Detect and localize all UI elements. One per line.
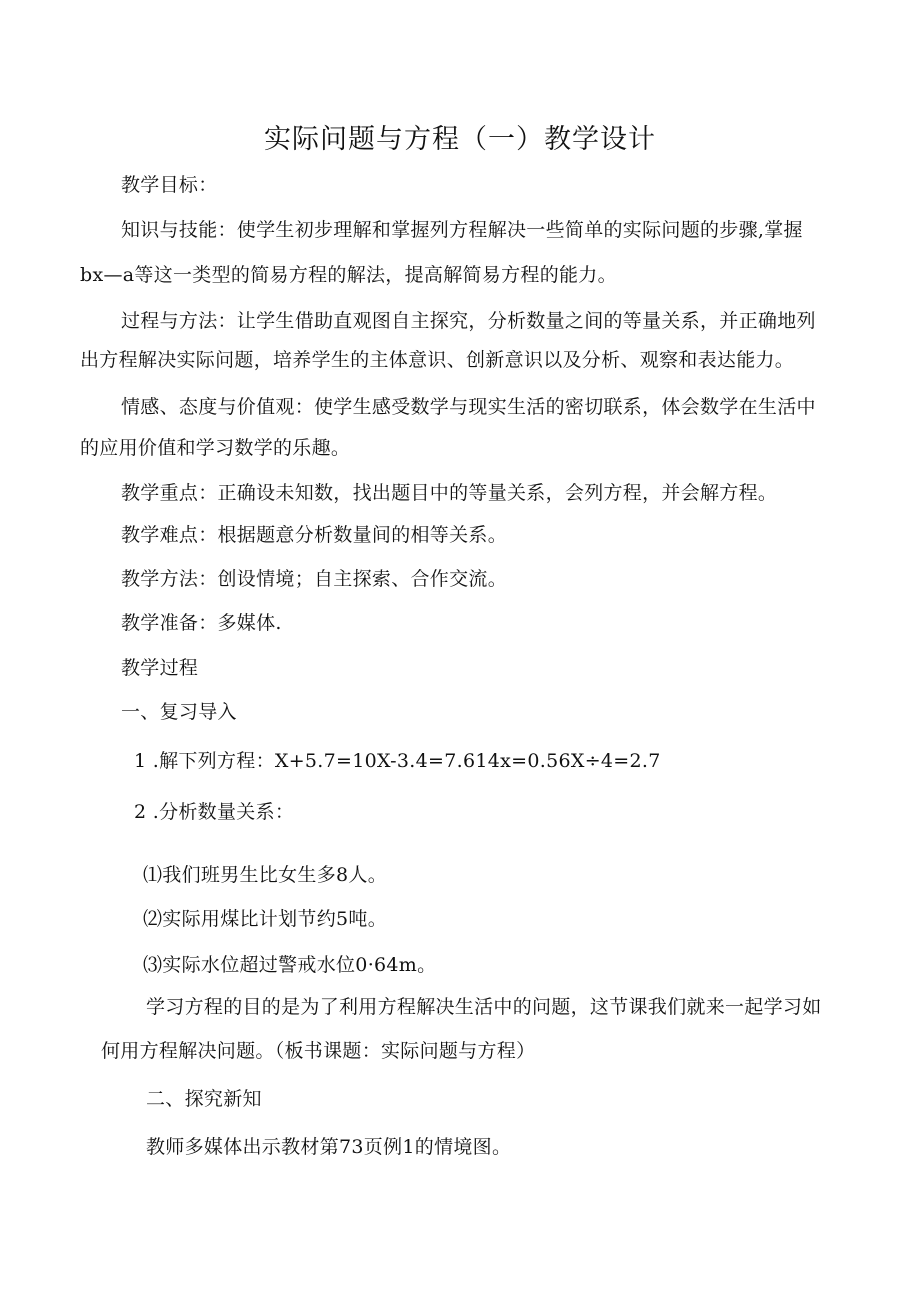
knowledge-skills-line-2: bx—a等这一类型的简易方程的解法，提高解简易方程的能力。 [80, 264, 617, 286]
section-1-heading: 一、复习导入 [121, 701, 237, 723]
review-item-2: 2 .分析数量关系： [134, 801, 295, 823]
purpose-line-2: 何用方程解决问题。（板书课题：实际问题与方程） [101, 1040, 536, 1062]
section-2-heading: 二、探究新知 [146, 1088, 262, 1110]
relation-sub-2: ⑵实际用煤比计划节约5吨。 [143, 908, 387, 930]
teaching-preparation: 教学准备：多媒体. [121, 612, 282, 634]
key-point: 教学重点：正确设未知数，找出题目中的等量关系，会列方程，并会解方程。 [121, 482, 778, 504]
objectives-heading: 教学目标： [121, 174, 218, 196]
teaching-method: 教学方法：创设情境；自主探索、合作交流。 [121, 568, 508, 590]
purpose-line-1: 学习方程的目的是为了利用方程解决生活中的问题，这节课我们就来一起学习如 [146, 996, 822, 1018]
emotion-values-line-1: 情感、态度与价值观：使学生感受数学与现实生活的密切联系，体会数学在生活中 [121, 396, 816, 418]
teacher-show-line: 教师多媒体出示教材第73页例1的情境图。 [146, 1136, 512, 1158]
document-title: 实际问题与方程（一）教学设计 [264, 124, 656, 155]
difficulty: 教学难点：根据题意分析数量间的相等关系。 [121, 524, 508, 546]
process-methods-line-2: 出方程解决实际问题，培养学生的主体意识、创新意识以及分析、观察和表达能力。 [80, 349, 795, 371]
relation-sub-1: ⑴我们班男生比女生多8人。 [143, 864, 387, 886]
review-item-1: 1 .解下列方程：X+5.7=10X-3.4=7.614x=0.56X÷4=2.7 [134, 750, 661, 772]
knowledge-skills-line-1: 知识与技能：使学生初步理解和掌握列方程解决一些简单的实际问题的步骤,掌握 [121, 219, 803, 241]
process-methods-line-1: 过程与方法：让学生借助直观图自主探究，分析数量之间的等量关系，并正确地列 [121, 310, 816, 332]
emotion-values-line-2: 的应用价值和学习数学的乐趣。 [80, 437, 351, 459]
relation-sub-3: ⑶实际水位超过警戒水位0·64m。 [143, 954, 437, 976]
process-heading: 教学过程 [121, 657, 199, 679]
